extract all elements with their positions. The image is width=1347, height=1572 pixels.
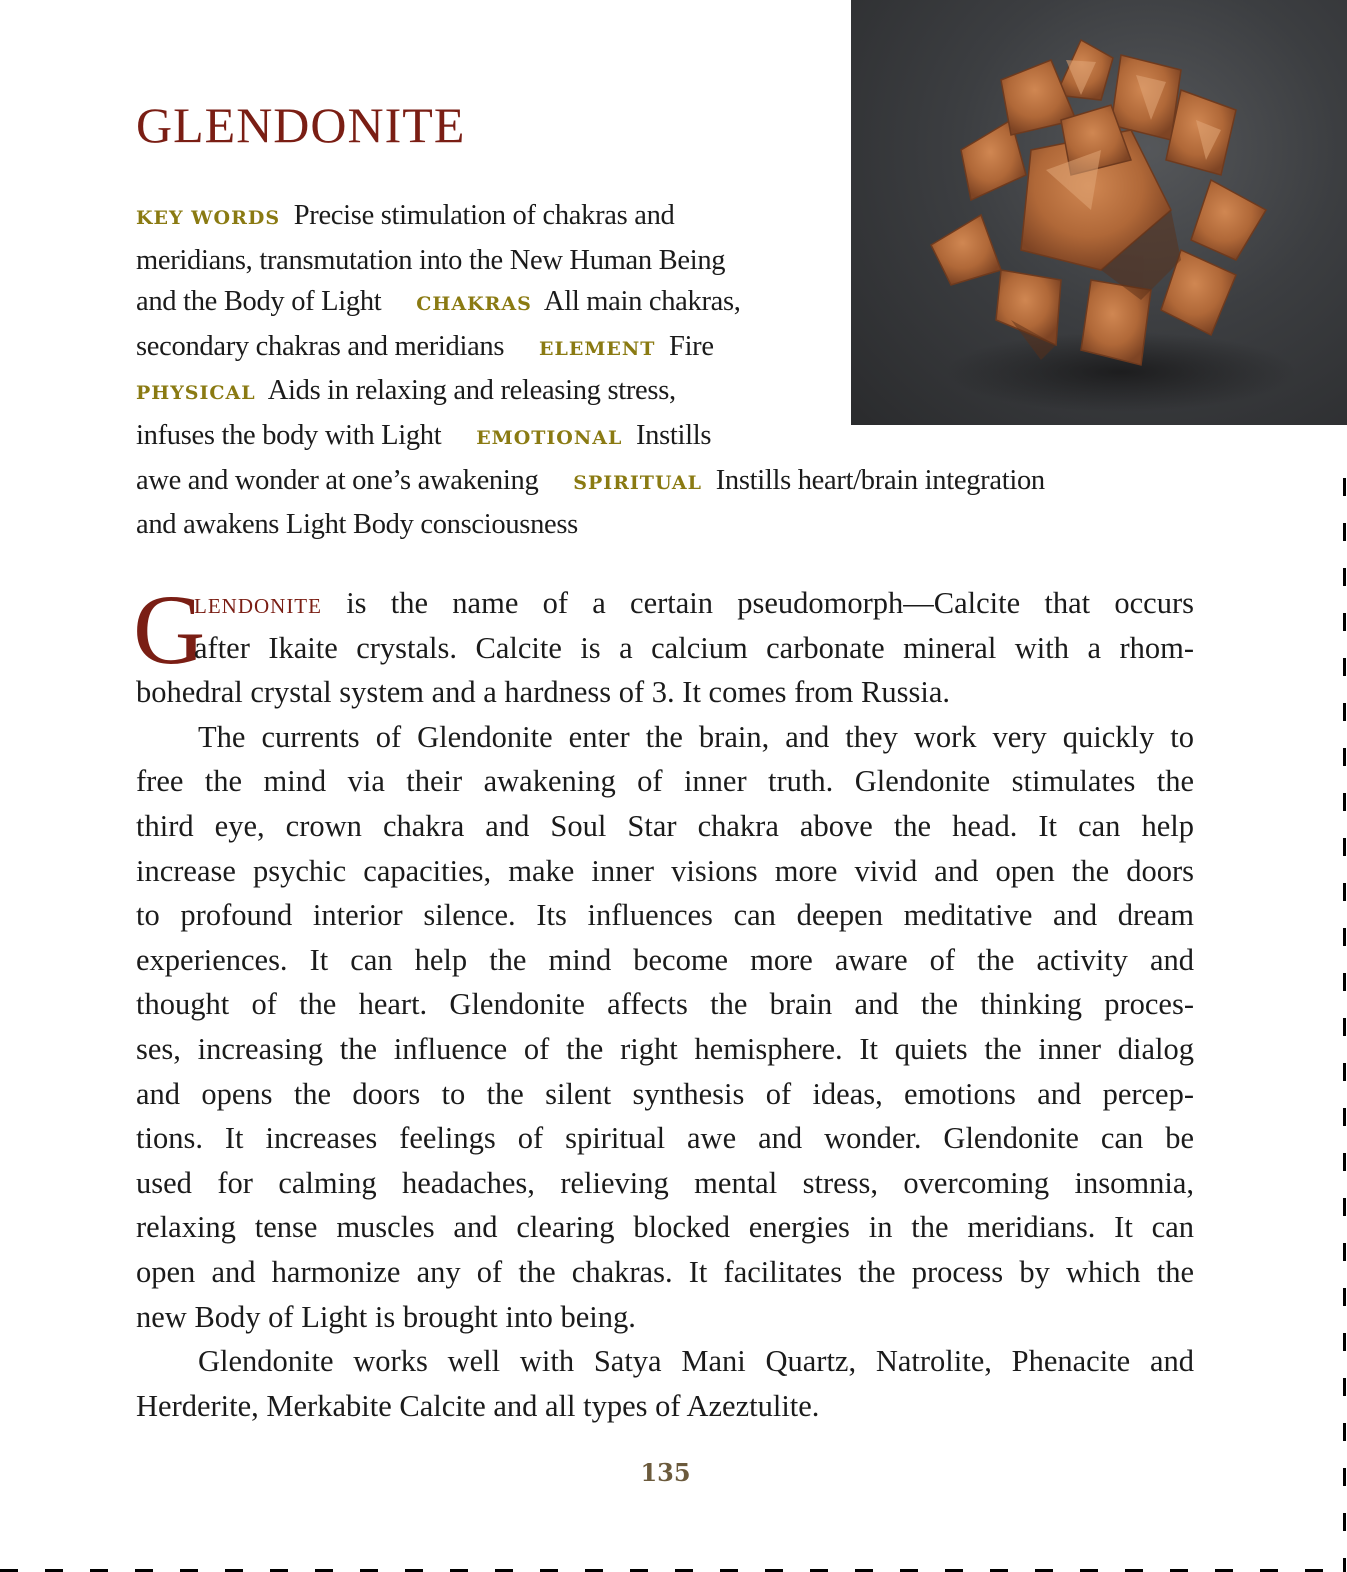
- crop-mark: [1343, 748, 1346, 766]
- chakras-label: CHAKRAS: [416, 293, 532, 316]
- body-text: [136, 581, 1194, 1428]
- crop-mark: [1343, 478, 1346, 496]
- crop-mark: [1343, 1153, 1346, 1171]
- page-title: GLENDONITE: [136, 97, 466, 153]
- crop-mark: [1343, 1198, 1346, 1216]
- crop-mark: [1343, 568, 1346, 586]
- keywords-line: [136, 504, 1196, 546]
- crop-mark: [1343, 1513, 1346, 1531]
- body-line: lendonite is the name of a certain pseudomorph—Calcite that occurs: [194, 586, 1194, 620]
- body-line: used for calming headaches, relieving mental stress, overcoming insomnia,: [136, 1165, 1194, 1200]
- element-text: Fire: [669, 330, 714, 362]
- spiritual-label: SPIRITUAL: [573, 471, 703, 494]
- spiritual-text: Instills heart/brain integration: [715, 464, 1045, 496]
- crop-mark: [1343, 1063, 1346, 1081]
- crop-mark: [1343, 1468, 1346, 1486]
- crop-mark: [1343, 793, 1346, 811]
- body-line: to profound interior silence. Its influences can deepen meditative and dream: [136, 898, 1194, 933]
- keywords-line: [136, 370, 1196, 415]
- crop-mark: [1343, 1108, 1346, 1126]
- element-label: ELEMENT: [539, 337, 656, 360]
- body-line: relaxing tense muscles and clearing blocked energies in the meridians. It can: [136, 1210, 1194, 1245]
- crop-mark: [1343, 703, 1346, 721]
- body-line: open and harmonize any of the chakras. It facilitates the process by which the: [136, 1254, 1194, 1289]
- body-line: and opens the doors to the silent synthesis of ideas, emotions and percep-: [136, 1076, 1194, 1111]
- crop-mark: [1343, 523, 1346, 541]
- body-line: thought of the heart. Glendonite affects the brain and the thinking proces-: [136, 987, 1194, 1022]
- chakras-text: secondary chakras and meridians: [136, 330, 505, 362]
- keywords-line: [136, 195, 1196, 240]
- emotional-label: EMOTIONAL: [476, 426, 623, 449]
- keywords-line: [136, 240, 1196, 282]
- body-line: tions. It increases feelings of spiritual awe and wonder. Glendonite can be: [136, 1121, 1194, 1156]
- body-line: ses, increasing the influence of the right hemisphere. It quiets the inner dialog: [136, 1031, 1194, 1066]
- body-line: Herderite, Merkabite Calcite and all types of Azeztulite.: [136, 1388, 820, 1423]
- crop-mark: [1343, 838, 1346, 856]
- crop-mark: [1343, 1018, 1346, 1036]
- crop-mark: [1343, 1423, 1346, 1441]
- crop-marks-right: [1335, 0, 1347, 1572]
- keywords-line: [136, 460, 1196, 505]
- crop-mark: [1343, 613, 1346, 631]
- spiritual-text: and awakens Light Body consciousness: [136, 509, 578, 541]
- key-words-text: Precise stimulation of chakras and: [293, 200, 675, 231]
- crop-mark: [1343, 973, 1346, 991]
- physical-label: PHYSICAL: [136, 382, 256, 405]
- page-number: 135: [640, 1458, 691, 1487]
- body-line: third eye, crown chakra and Soul Star chakra above the head. It can help: [136, 808, 1194, 843]
- emotional-text: awe and wonder at one’s awakening: [136, 464, 539, 496]
- crop-mark: [1343, 658, 1346, 676]
- crop-marks-bottom: [0, 1560, 1347, 1572]
- body-line: increase psychic capacities, make inner visions more vivid and open the doors: [136, 853, 1194, 888]
- chakras-text: All main chakras,: [543, 286, 741, 318]
- key-words-text: and the Body of Light: [136, 286, 382, 318]
- key-words-label: KEY WORDS: [136, 207, 281, 229]
- lead-smallcaps: lendonite: [194, 586, 322, 620]
- physical-text: infuses the body with Light: [136, 419, 442, 451]
- body-line: free the mind via their awakening of inner truth. Glendonite stimulates the: [136, 764, 1194, 799]
- body-line: bohedral crystal system and a hardness of 3. It comes from Russia.: [136, 675, 950, 710]
- key-words-text: meridians, transmutation into the New Human Being: [136, 244, 726, 276]
- drop-cap: G: [133, 574, 206, 685]
- body-line: Glendonite works well with Satya Mani Quartz, Natrolite, Phenacite and: [198, 1344, 1194, 1379]
- crop-mark: [1343, 883, 1346, 901]
- keywords-line: [136, 415, 1196, 460]
- body-line: after Ikaite crystals. Calcite is a calcium carbonate mineral with a rhom-: [194, 630, 1194, 665]
- crop-mark: [1343, 1333, 1346, 1351]
- keywords-line: [136, 281, 1196, 326]
- crop-mark: [1343, 1243, 1346, 1261]
- keywords-line: [136, 326, 1196, 371]
- body-line: The currents of Glendonite enter the brain, and they work very quickly to: [198, 719, 1194, 754]
- body-line: experiences. It can help the mind become more aware of the activity and: [136, 942, 1194, 977]
- crop-mark: [1343, 1378, 1346, 1396]
- crop-mark: [1343, 928, 1346, 946]
- body-line: new Body of Light is brought into being.: [136, 1299, 636, 1334]
- physical-text: Aids in relaxing and releasing stress,: [267, 375, 676, 407]
- emotional-text: Instills: [635, 419, 712, 451]
- keywords-block: [136, 195, 1196, 546]
- crop-mark: [1343, 1288, 1346, 1306]
